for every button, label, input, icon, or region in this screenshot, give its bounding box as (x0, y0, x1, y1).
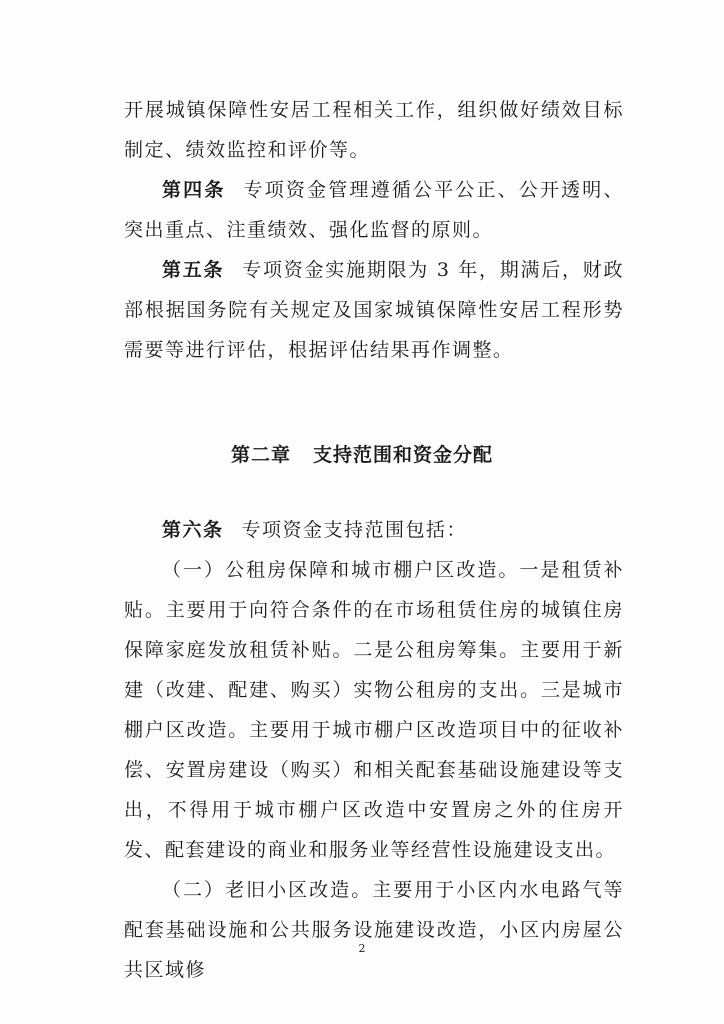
article-6-label: 第六条 (162, 519, 224, 541)
article-4-label: 第四条 (162, 179, 226, 201)
page-number: 2 (358, 942, 366, 955)
article-4-text: 专项资金管理遵循公平公正、公开透明、突出重点、注重绩效、强化监督的原则。 (124, 179, 624, 241)
article-5-text: 专项资金实施期限为 3 年，期满后，财政部根据国务院有关规定及国家城镇保障性安居工程形势需要等进行评估，根据评估结果再作调整。 (124, 259, 624, 361)
list-item-1: （一）公租房保障和城市棚户区改造。一是租赁补贴。主要用于向符合条件的在市场租赁住房的城镇住房保障家庭发放租赁补贴。二是公租房筹集。主要用于新建（改建、配建、购买）实物公租房的支出。三是城市棚户区改造。主要用于城市棚户区改造项目中的征收补偿、安置房建设（购买）和相关配套基础设施建设等支出，不得用于城市棚户区改造中安置房之外的住房开发、配套建设的商业和服务业等经营性设施建设支出。 (124, 559, 624, 861)
paragraph-continuation: 开展城镇保障性安居工程相关工作，组织做好绩效目标制定、绩效监控和评价等。 (124, 99, 624, 161)
section-bottom (124, 510, 624, 990)
section-top (124, 90, 624, 370)
chapter-heading (0, 440, 724, 467)
chapter-number: 第二章 (230, 444, 291, 466)
article-5-label: 第五条 (162, 259, 225, 281)
article-6-text: 专项资金支持范围包括： (241, 519, 468, 541)
article-4 (124, 170, 624, 250)
chapter-title: 支持范围和资金分配 (313, 444, 494, 466)
article-5 (124, 250, 624, 370)
list-item-2: （二）老旧小区改造。主要用于小区内水电路气等配套基础设施和公共服务设施建设改造，小区内房屋公共区域修 (124, 879, 624, 981)
article-6 (124, 510, 624, 550)
